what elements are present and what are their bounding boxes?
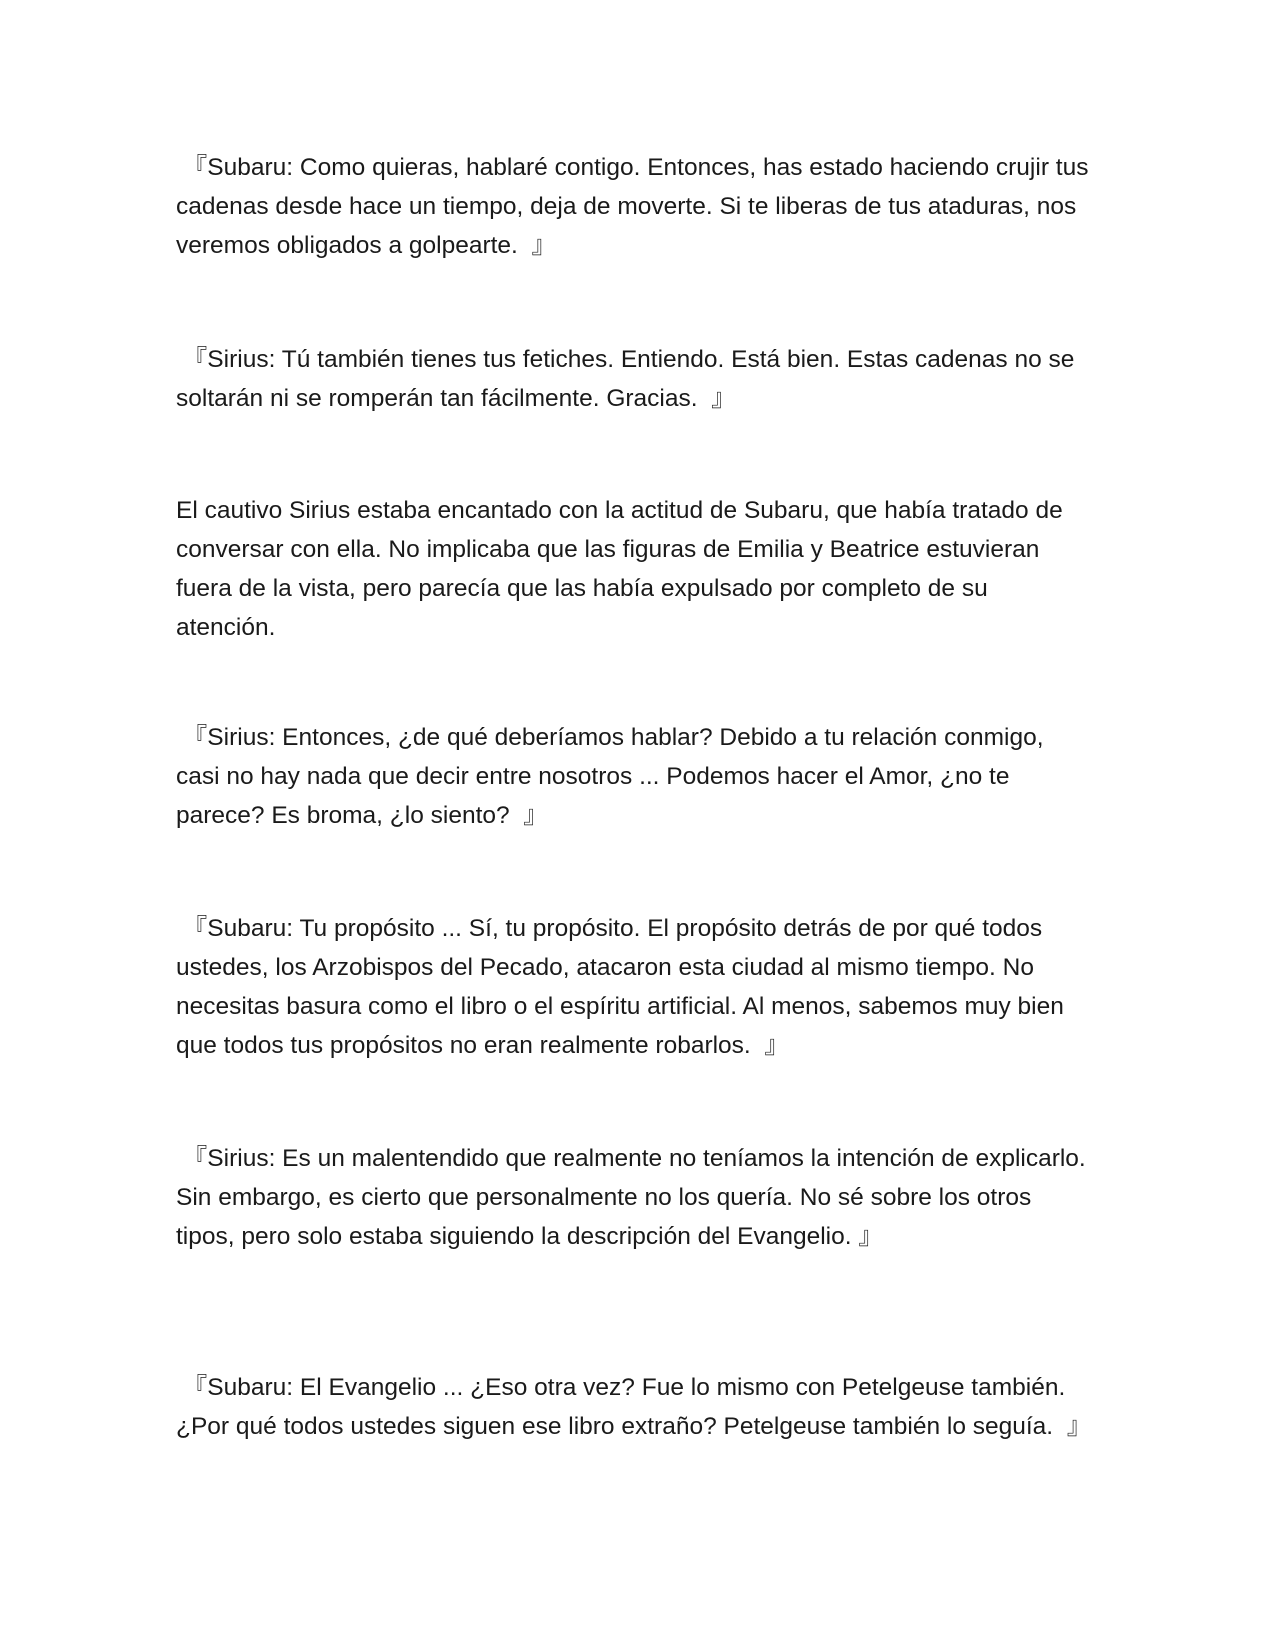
dialogue-paragraph-sirius-1: 『Sirius: Tú también tienes tus fetiches. Entiendo. Está bien. Estas cadenas no se soltarán ni se romperán tan fácilmente. Gracias. 』: [176, 346, 1075, 412]
dialogue-paragraph-subaru-3: 『Subaru: El Evangelio ... ¿Eso otra vez? Fue lo mismo con Petelgeuse también. ¿Por qué todos ustedes siguen ese libro extraño? Petelgeuse también lo seguía. 』: [176, 1374, 1092, 1440]
dialogue-paragraph-sirius-3: 『Sirius: Es un malentendido que realmente no teníamos la intención de explicarlo. Sin embargo, es cierto que personalmente no los quería. No sé sobre los otros tipos, pero solo estaba siguiendo la descripción del Evangelio. 』: [176, 1145, 1086, 1250]
dialogue-paragraph-subaru-1: 『Subaru: Como quieras, hablaré contigo. Entonces, has estado haciendo crujir tus cadenas desde hace un tiempo, deja de moverte. Si te liberas de tus ataduras, nos veremos obligados a golpearte. 』: [176, 154, 1089, 259]
narration-paragraph: El cautivo Sirius estaba encantado con la actitud de Subaru, que había tratado de conversar con ella. No implicaba que las figuras de Emilia y Beatrice estuvieran fuera de la vista, pero parecía que las había expulsado por completo de su atención.: [176, 497, 1063, 641]
dialogue-paragraph-subaru-2: 『Subaru: Tu propósito ... Sí, tu propósito. El propósito detrás de por qué todos ustedes, los Arzobispos del Pecado, atacaron esta ciudad al mismo tiempo. No necesitas basura como el libro o el espíritu artificial. Al menos, sabemos muy bien que todos tus propósitos no eran realmente robarlos. 』: [176, 915, 1064, 1059]
dialogue-paragraph-sirius-2: 『Sirius: Entonces, ¿de qué deberíamos hablar? Debido a tu relación conmigo, casi no hay nada que decir entre nosotros ... Podemos hacer el Amor, ¿no te parece? Es broma, ¿lo siento? 』: [176, 724, 1044, 829]
